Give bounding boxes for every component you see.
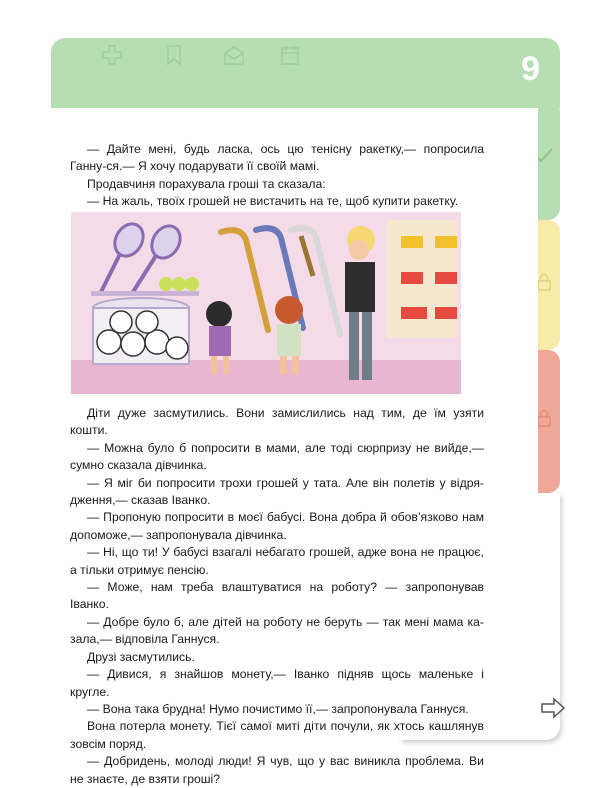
paragraph: Продавчиня порахувала гроші та сказала:: [87, 176, 326, 191]
page-number: 9: [521, 50, 540, 88]
paragraph: — Добре було б, але дітей на роботу не беруть — так мені мама ка-зала,— відповіла Ганнуся.: [70, 614, 484, 647]
paragraph: Вона потерла монету. Тієї самої миті діти почули, як хтось кашлянув зовсім поряд.: [70, 719, 484, 751]
plus-icon[interactable]: [101, 44, 123, 66]
paragraph: — Дайте мені, будь ласка, ось цю тенісну ракетку,— попросила Ганну-ся.— Я хочу подарувати її своїй мамі.: [70, 142, 484, 174]
paragraph: — Можна було б попросити в мами, але тоді сюрпризу не вийде,— сумно сказала дівчинка.: [70, 440, 484, 473]
bookmark-icon[interactable]: [163, 44, 185, 66]
illustration-art: [71, 212, 461, 394]
paragraph: — Ні, що ти! У бабусі взагалі небагато грошей, адже вона не працює, а тільки отримує пенсію.: [70, 545, 484, 577]
paragraph: — Може, нам треба влаштуватися на роботу? — запропонував Іванко.: [70, 580, 484, 612]
envelope-icon[interactable]: [223, 44, 245, 66]
calendar-icon[interactable]: [279, 44, 301, 66]
text-block-bottom: [70, 405, 484, 788]
paragraph: Діти дуже засмутились. Вони замислились над тим, де їм узяти кошти.: [70, 406, 484, 438]
shop-illustration: [71, 212, 461, 394]
paragraph: — Пропоную попросити в моєї бабусі. Вона добра й обов’язково нам допоможе,— запропонувала дівчинка.: [70, 510, 484, 542]
arrow-right-icon[interactable]: [540, 697, 566, 719]
paragraph: — Дивися, я знайшов монету,— Іванко підняв щось маленьке і кругле.: [70, 667, 484, 699]
paragraph: — Я міг би попросити трохи грошей у тата. Але він полетів у відря-дження,— сказав Іванко.: [70, 475, 484, 508]
text-block-top: [70, 141, 484, 211]
paragraph: — На жаль, твоїх грошей не вистачить на те, щоб купити ракетку.: [87, 194, 459, 209]
paragraph: — Вона така брудна! Нумо почистимо її,— запропонувала Ганнуся.: [87, 701, 469, 716]
paragraph: — Добридень, молоді люди! Я чув, що у вас виникла проблема. Ви не знаєте, де взяти гроші?: [70, 754, 484, 786]
page-header: [51, 38, 560, 108]
paragraph: Друзі засмутились.: [87, 649, 195, 664]
